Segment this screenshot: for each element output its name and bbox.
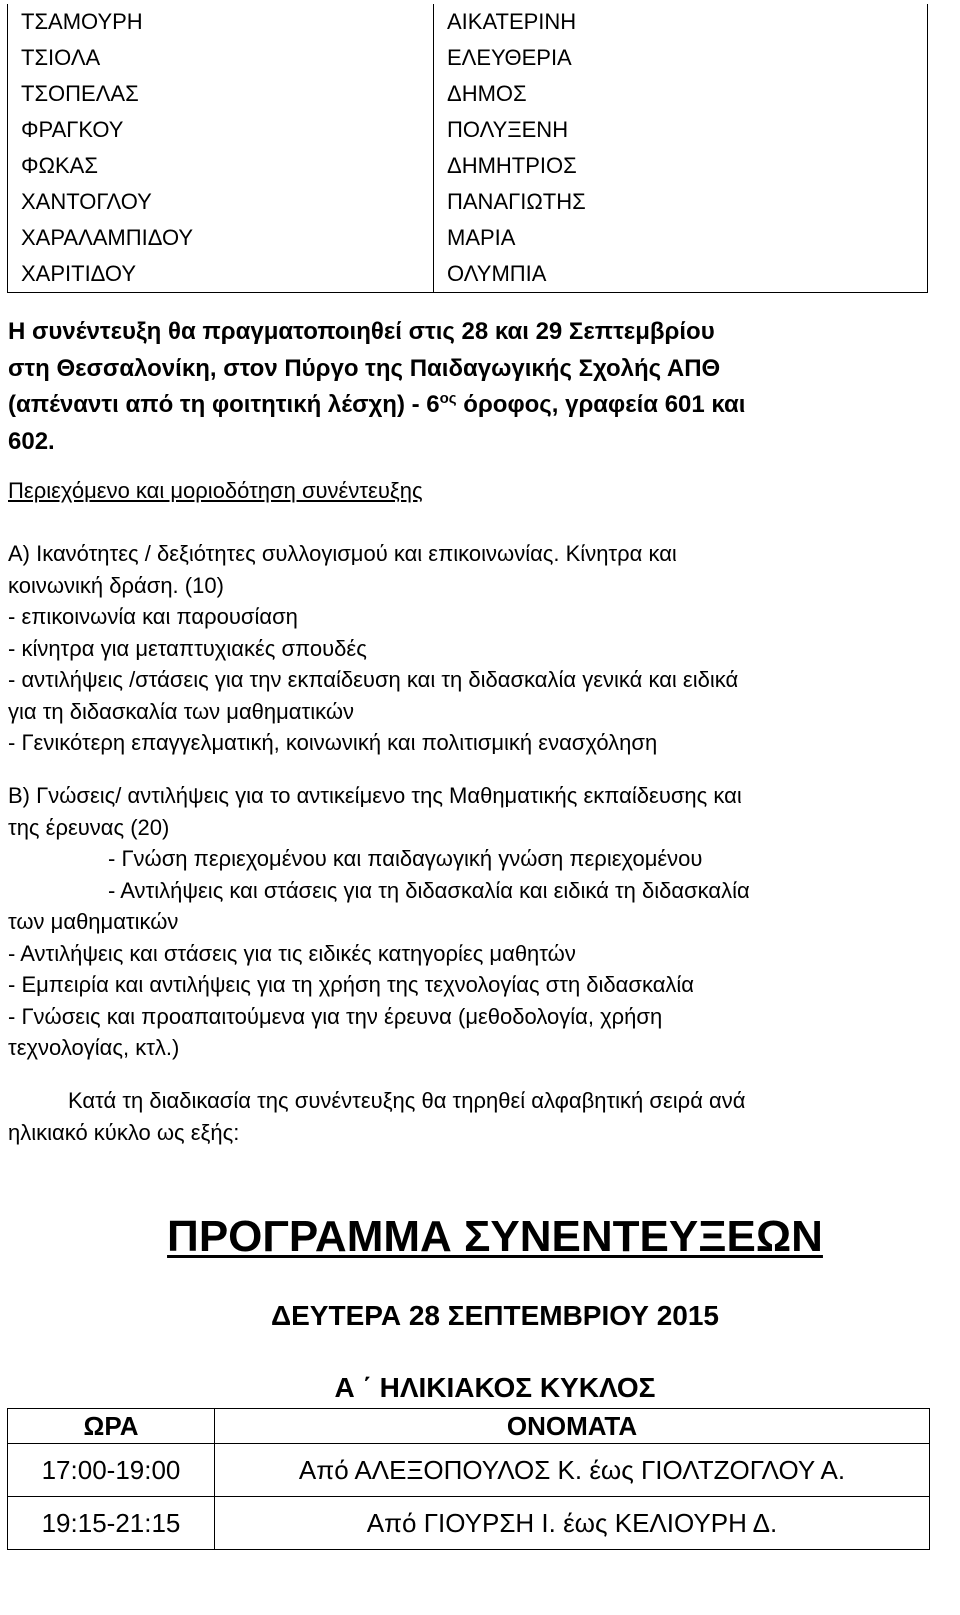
names-table [7, 4, 928, 293]
intro-text: (απέναντι από τη φοιτητική λέσχη) - 6 [8, 391, 440, 418]
surname-cell: ΧΑΝΤΟΓΛΟΥ [8, 184, 434, 220]
section-a-line: - αντιλήψεις /στάσεις για την εκπαίδευση και τη διδασκαλία γενικά και ειδικά [8, 667, 739, 692]
section-b-line: - Εμπειρία και αντιλήψεις για τη χρήση της τεχνολογίας στη διδασκαλία [8, 972, 695, 997]
table-row [8, 112, 928, 148]
surname-cell: ΧΑΡΙΤΙΔΟΥ [8, 256, 434, 293]
section-b-line: - Αντιλήψεις και στάσεις για τις ειδικές κατηγορίες μαθητών [8, 940, 576, 966]
names-cell: Από ΓΙΟΥΡΣΗ Ι. έως ΚΕΛΙΟΥΡΗ Δ. [215, 1497, 930, 1550]
date-title: ΔΕΥΤΕΡΑ 28 ΣΕΠΤΕΜΒΡΙΟΥ 2015 [271, 1300, 719, 1331]
schedule-intro-line: ηλικιακό κύκλο ως εξής: [8, 1120, 240, 1145]
schedule-intro-line: Κατά τη διαδικασία της συνέντευξης θα τηρηθεί αλφαβητική σειρά ανά [68, 1088, 746, 1113]
section-a-line: κοινωνική δράση. (10) [8, 572, 224, 598]
section-b-line: των μαθηματικών [8, 909, 179, 934]
section-title: Περιεχόμενο και μοριοδότηση συνέντευξης [8, 478, 423, 503]
first-name-cell: ΕΛΕΥΘΕΡΙΑ [434, 40, 928, 76]
section-a-line: για τη διδασκαλία των μαθηματικών [8, 698, 355, 724]
first-name-cell: ΠΟΛΥΞΕΝΗ [434, 112, 928, 148]
intro-line: Η συνέντευξη θα πραγματοποιηθεί στις 28 και 29 Σεπτεμβρίου [8, 318, 715, 345]
interview-location-paragraph [8, 314, 928, 460]
section-b-line: τεχνολογίας, κτλ.) [8, 1035, 180, 1060]
table-row [8, 256, 928, 293]
section-a [8, 538, 918, 759]
first-name-cell: ΠΑΝΑΓΙΩΤΗΣ [434, 184, 928, 220]
names-cell: Από ΑΛΕΞΟΠΟΥΛΟΣ Κ. έως ΓΙΟΛΤΖΟΓΛΟΥ Α. [215, 1444, 930, 1497]
names-header: ΟΝΟΜΑΤΑ [215, 1409, 930, 1444]
table-header-row [8, 1409, 930, 1444]
section-b-line: - Γνώση περιεχομένου και παιδαγωγική γνώση περιεχομένου [108, 846, 703, 871]
table-row [8, 40, 928, 76]
table-row [8, 184, 928, 220]
surname-cell: ΤΣΑΜΟΥΡΗ [8, 4, 434, 40]
schedule-intro [8, 1085, 928, 1149]
schedule-table [7, 1408, 930, 1550]
time-cell: 19:15-21:15 [8, 1497, 215, 1550]
section-b [8, 780, 918, 1064]
time-cell: 17:00-19:00 [8, 1444, 215, 1497]
section-b-line: της έρευνας (20) [8, 814, 170, 840]
surname-cell: ΧΑΡΑΛΑΜΠΙΔΟΥ [8, 220, 434, 256]
surname-cell: ΦΩΚΑΣ [8, 148, 434, 184]
section-a-line: - Γενικότερη επαγγελματική, κοινωνική και πολιτισμική ενασχόληση [8, 730, 658, 755]
first-name-cell: ΔΗΜΗΤΡΙΟΣ [434, 148, 928, 184]
time-header: ΩΡΑ [8, 1409, 215, 1444]
section-a-line: - κίνητρα για μεταπτυχιακές σπουδές [8, 635, 367, 661]
surname-cell: ΤΣΙΟΛΑ [8, 40, 434, 76]
section-a-line: - επικοινωνία και παρουσίαση [8, 604, 298, 629]
intro-line: στη Θεσσαλονίκη, στον Πύργο της Παιδαγωγικής Σχολής ΑΠΘ [8, 354, 721, 382]
main-title: ΠΡΟΓΡΑΜΜΑ ΣΥΝΕΝΤΕΥΞΕΩΝ [167, 1212, 823, 1261]
age-group-title: Α ΄ ΗΛΙΚΙΑΚΟΣ ΚΥΚΛΟΣ [334, 1372, 656, 1403]
intro-line: 602. [8, 427, 55, 455]
table-row [8, 76, 928, 112]
table-row [8, 1497, 930, 1550]
intro-line [8, 387, 928, 424]
first-name-cell: ΑΙΚΑΤΕΡΙΝΗ [434, 4, 928, 40]
section-b-line: Β) Γνώσεις/ αντιλήψεις για το αντικείμενο της Μαθηματικής εκπαίδευσης και [8, 783, 742, 808]
section-a-line: Α) Ικανότητες / δεξιότητες συλλογισμού και επικοινωνίας. Κίνητρα και [8, 541, 677, 566]
table-row [8, 4, 928, 40]
table-row [8, 1444, 930, 1497]
surname-cell: ΤΣΟΠΕΛΑΣ [8, 76, 434, 112]
table-row [8, 220, 928, 256]
first-name-cell: ΟΛΥΜΠΙΑ [434, 256, 928, 293]
first-name-cell: ΜΑΡΙΑ [434, 220, 928, 256]
ordinal-suffix: ος [439, 390, 457, 407]
intro-text: όροφος, γραφεία 601 και [456, 391, 746, 418]
first-name-cell: ΔΗΜΟΣ [434, 76, 928, 112]
table-row [8, 148, 928, 184]
section-b-line: - Αντιλήψεις και στάσεις για τη διδασκαλία και ειδικά τη διδασκαλία [108, 877, 750, 903]
section-b-line: - Γνώσεις και προαπαιτούμενα για την έρευνα (μεθοδολογία, χρήση [8, 1003, 663, 1029]
surname-cell: ΦΡΑΓΚΟΥ [8, 112, 434, 148]
